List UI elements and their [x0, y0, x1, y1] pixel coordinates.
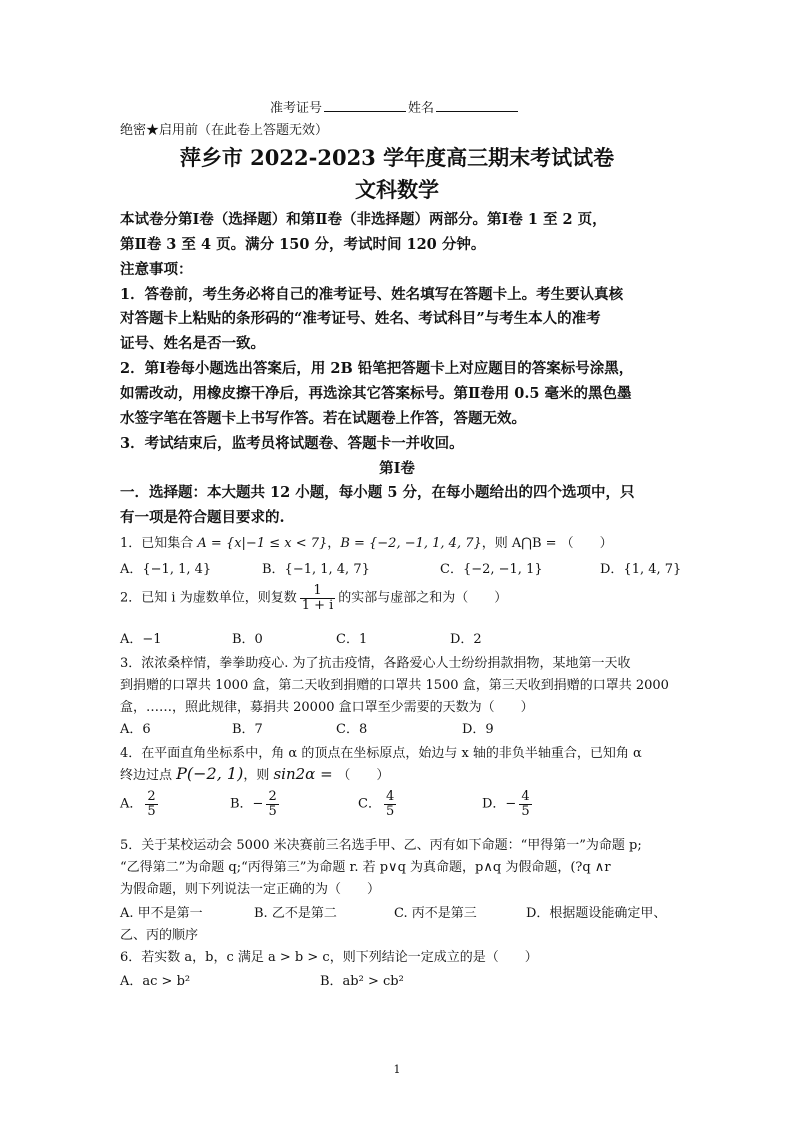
- notice-1b: 对答题卡上粘贴的条形码的“准考证号、姓名、考试科目”与考生本人的准考: [120, 310, 601, 327]
- q1-option-d: D．{1, 4, 7}: [600, 562, 682, 577]
- q5-option-d: D．根据题设能确定甲、: [526, 906, 667, 921]
- notice-2a: 2．第Ⅰ卷每小题选出答案后，用 2B 铅笔把答题卡上对应题目的答案标号涂黑，: [120, 360, 634, 377]
- notice-heading: 注意事项：: [120, 261, 193, 278]
- q3-option-c: C．8: [336, 722, 368, 737]
- q1-option-a: A．{−1, 1, 4}: [120, 562, 212, 577]
- q5-line-1: 5．关于某校运动会 5000 米决赛前三名选手甲、乙、丙有如下命题：“甲得第一”为命题 p;: [120, 838, 642, 853]
- notice-2c: 水签字笔在答题卡上书写作答。若在试题卷上作答，答题无效。: [120, 410, 526, 427]
- section-label: 第Ⅰ卷: [379, 460, 415, 477]
- q2-option-b: B．0: [232, 632, 263, 647]
- q4-a-num: 2: [147, 789, 156, 804]
- q6-option-a: A．ac > b²: [120, 974, 191, 989]
- q4-text-b: ，则: [243, 768, 274, 783]
- name-blank: [436, 99, 518, 112]
- intro-line-2: 第Ⅱ卷 3 至 4 页。满分 150 分，考试时间 120 分钟。: [120, 236, 486, 253]
- q4-b-den: 5: [268, 803, 277, 819]
- q2-suffix: 的实部与虚部之和为（ ）: [338, 590, 508, 606]
- q2-fraction: [300, 584, 336, 612]
- q3-line-3: 盒，……，照此规律，募捐共 20000 盒口罩至少需要的天数为（ ）: [120, 700, 534, 715]
- q4-option-b: [230, 790, 282, 818]
- q3-option-d: D．9: [462, 722, 494, 737]
- q2-option-d: D．2: [450, 632, 482, 647]
- notice-1c: 证号、姓名是否一致。: [120, 335, 265, 352]
- q5-line-2: “乙得第二”为命题 q;“丙得第三”为命题 r. 若 p∨q 为真命题，p∧q 为假命题，(?q ∧r: [120, 860, 611, 875]
- name-label: 姓名: [408, 101, 435, 116]
- q2-numerator: 1: [300, 584, 336, 599]
- section-desc-2: 有一项是符合题目要求的.: [120, 509, 285, 526]
- q1-prefix: 1．已知集合: [120, 536, 198, 551]
- q5-line-3: 为假命题，则下列说法一定正确的为（ ）: [120, 882, 381, 897]
- q5-option-b: B. 乙不是第二: [254, 906, 337, 921]
- q3-option-a: A．6: [120, 722, 151, 737]
- q6-option-b: B．ab² > cb²: [320, 974, 404, 989]
- q4-d-den: 5: [521, 803, 530, 819]
- q3-line-1: 3．浓浓桑梓情，拳拳助疫心. 为了抗击疫情，各路爱心人士纷纷捐款捐物，某地第一天收: [120, 656, 631, 671]
- q4-line-1: 4．在平面直角坐标系中，角 α 的顶点在坐标原点，始边与 x 轴的非负半轴重合，已知角 α: [120, 746, 642, 761]
- q4-point: P(−2, 1): [176, 764, 244, 783]
- q3-option-b: B．7: [232, 722, 263, 737]
- section-desc-1: 一．选择题：本大题共 12 小题，每小题 5 分，在每小题给出的四个选项中，只: [120, 484, 635, 501]
- q4-c-label: C．: [358, 796, 381, 812]
- notice-2b: 如需改动，用橡皮擦干净后，再选涂其它答案标号。第Ⅱ卷用 0.5 毫米的黑色墨: [120, 385, 632, 402]
- page-number: 1: [393, 1063, 401, 1076]
- q4-text-c: （ ）: [337, 768, 390, 783]
- exam-number-label: 准考证号: [270, 101, 323, 116]
- q4-b-num: 2: [268, 789, 277, 804]
- q2-option-c: C．1: [336, 632, 368, 647]
- q4-option-a: [120, 790, 161, 818]
- q4-d-label: D．−: [482, 796, 517, 812]
- exam-number-blank: [324, 99, 406, 112]
- q4-line-2: [120, 764, 389, 783]
- q1-option-c: C．{−2, −1, 1}: [440, 562, 543, 577]
- q4-c-num: 4: [385, 789, 395, 804]
- q5-option-a: A. 甲不是第一: [120, 906, 203, 921]
- q1-sep: ，: [327, 536, 341, 551]
- question-1: [120, 532, 613, 551]
- q2-denominator: 1 + i: [301, 597, 334, 613]
- q2-option-a: A．−1: [120, 632, 162, 647]
- notice-1a: 1．答卷前，考生务必将自己的准考证号、姓名填写在答题卡上。考生要认真核: [120, 286, 624, 303]
- q6-stem: 6．若实数 a，b，c 满足 a > b > c，则下列结论一定成立的是（ ）: [120, 950, 538, 965]
- notice-3: 3．考试结束后，监考员将试题卷、答题卡一并收回。: [120, 435, 464, 452]
- q4-d-num: 4: [521, 789, 530, 804]
- candidate-info-line: [270, 97, 520, 116]
- intro-line-1: 本试卷分第Ⅰ卷（选择题）和第Ⅱ卷（非选择题）两部分。第Ⅰ卷 1 至 2 页，: [120, 211, 607, 228]
- q4-b-label: B．−: [230, 796, 264, 812]
- exam-subtitle: 文科数学: [355, 177, 439, 202]
- q4-a-label: A．: [120, 796, 143, 812]
- q4-text-a: 终边过点: [120, 768, 177, 783]
- q4-d-fraction: [519, 790, 531, 818]
- q4-c-den: 5: [385, 803, 395, 819]
- q2-prefix: 2．已知 i 为虚数单位，则复数: [120, 590, 297, 606]
- exam-title: 萍乡市 2022-2023 学年度高三期末考试试卷: [179, 145, 615, 170]
- q5-option-d-cont: 乙、丙的顺序: [120, 928, 199, 943]
- q5-option-c: C. 丙不是第三: [394, 906, 477, 921]
- q4-a-den: 5: [147, 803, 156, 819]
- q1-suffix: ，则 A⋂B = （ ）: [481, 536, 613, 551]
- q4-option-c: [358, 790, 399, 818]
- q1-option-b: B．{−1, 1, 4, 7}: [262, 562, 370, 577]
- q4-option-d: [482, 790, 535, 818]
- q4-a-fraction: [145, 790, 157, 818]
- q4-c-fraction: [384, 790, 396, 818]
- confidential-notice: 绝密★启用前（在此卷上答题无效）: [120, 123, 329, 138]
- q4-expression: sin2α =: [273, 765, 338, 783]
- question-2: [120, 584, 507, 612]
- q1-set-a: A = {x|−1 ≤ x < 7}: [197, 536, 328, 551]
- q4-b-fraction: [266, 790, 278, 818]
- q1-set-b: B = {−2, −1, 1, 4, 7}: [340, 536, 482, 551]
- q3-line-2: 到捐赠的口罩共 1000 盒，第二天收到捐赠的口罩共 1500 盒，第三天收到捐赠的口罩共 2000: [120, 678, 669, 693]
